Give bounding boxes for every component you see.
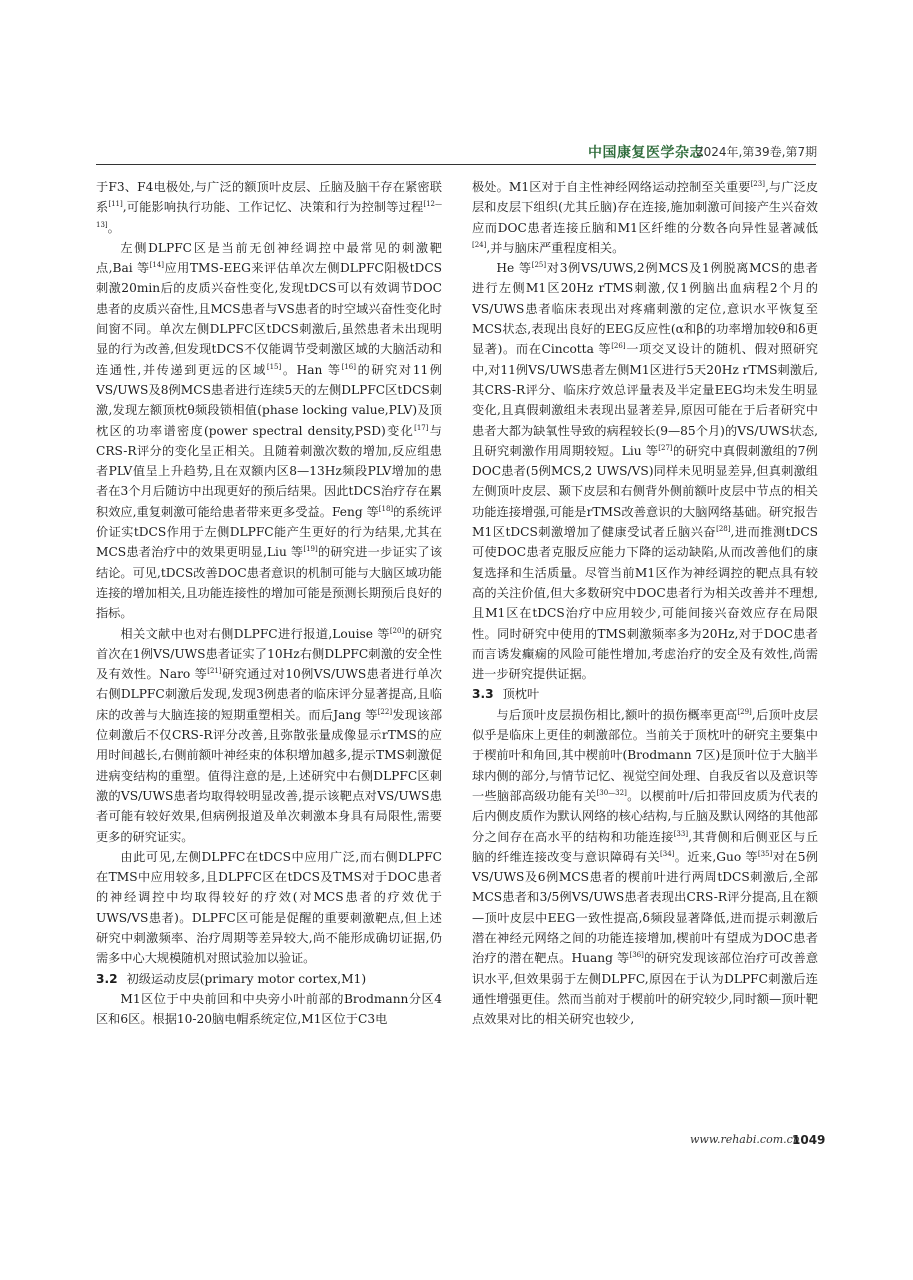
citation: [16]: [341, 362, 356, 371]
citation: [35]: [757, 849, 773, 858]
citation: [24]: [472, 240, 487, 249]
citation: [20]: [389, 626, 405, 635]
citation: [33]: [673, 829, 689, 838]
citation: [17]: [414, 423, 429, 432]
citation: [15]: [266, 362, 282, 371]
citation: [19]: [303, 545, 318, 554]
citation: [27]: [658, 443, 673, 452]
right-column: [472, 177, 818, 1029]
citation: [28]: [716, 524, 731, 533]
citation: [26]: [611, 342, 626, 351]
paragraph: 于F3、F4电极处,与广泛的额顶叶皮层、丘脑及脑干存在紧密联系[11],可能影响执行功能、工作记忆、决策和行为控制等过程[12—13]。: [96, 180, 443, 235]
section-number: 3.2: [96, 971, 118, 986]
citation: [11]: [108, 200, 123, 209]
citation: [25]: [531, 261, 547, 270]
section-title: 初级运动皮层(primary motor cortex,M1): [126, 971, 367, 986]
citation: [34]: [660, 849, 675, 858]
page-header: [0, 142, 913, 162]
paragraph: 与后顶叶皮层损伤相比,额叶的损伤概率更高[29],后顶叶皮层似乎是临床上更佳的刺激部位。当前关于顶枕叶的研究主要集中于楔前叶和角回,其中楔前叶(Brodmann 7区)是顶叶位于大脑半球内侧的部分,与情节记忆、视觉空间处理、自我反省以及意识等一些脑部高级功能有关[30—32]。以楔前叶/后扣带回皮质为代表的后内侧皮质作为默认网络的核心结构,与丘脑及默认网络的其他部分之间存在高水平的结构和功能连接[33],其背侧和后侧亚区与丘脑的纤维连接改变与意识障碍有关[34]。近来,Guo 等[35]对在5例VS/UWS及6例MCS患者的楔前叶进行两周tDCS刺激后,全部MCS患者和3/5例VS/UWS患者表现出CRS-R评分提高,且在额—顶叶皮层中EEG一致性提高,δ频段显著降低,进而提示刺激后潜在神经元网络之间的功能连接增加,楔前叶有望成为DOC患者治疗的潜在靶点。Huang 等[36]的研究发现该部位治疗可改善意识水平,但效果弱于左侧DLPFC,原因在于认为DLPFC刺激后连通性增强更佳。然而当前对于楔前叶的研究较少,同时额—顶叶靶点效果对比的相关研究也较少,: [472, 707, 819, 1027]
paragraph: M1区位于中央前回和中央旁小叶前部的Brodmann分区4区和6区。根据10-20脑电帽系统定位,M1区位于C3电: [96, 991, 442, 1027]
paragraph: 相关文献中也对右侧DLPFC进行报道,Louise 等[20]的研究首次在1例VS/UWS患者证实了10Hz右侧DLPFC刺激的安全性及有效性。Naro 等[21]研究通过对10例VS/UWS患者进行单次右侧DLPFC刺激后发现,发现3例患者的临床评分显著提高,且临床的改善与大脑连接的短期重塑相关。而后Jang 等[22]发现该部位刺激后不仅CRS-R评分改善,且弥散张量成像显示rTMS的应用时间越长,右侧前额叶神经束的体积增加越多,提示TMS刺激促进病变结构的重塑。值得注意的是,上述研究中右侧DLPFC区刺激的VS/UWS患者均取得较明显改善,提示该靶点对VS/UWS患者可能有较好效果,但病例报道及单次刺激本身具有局限性,需要更多的研究证实。: [96, 626, 443, 844]
citation: [23]: [750, 179, 765, 188]
citation: [21]: [207, 667, 222, 676]
paragraph: 极处。M1区对于自主性神经网络运动控制至关重要[23],与广泛皮层和皮层下组织(尤其丘脑)存在连接,施加刺激可间接产生兴奋效应而DOC患者连接丘脑和M1区纤维的分数各向异性显著减低[24],并与脑床严重程度相关。: [472, 179, 819, 255]
page-number: 1049: [792, 1133, 826, 1147]
section-heading: [472, 684, 818, 704]
page-footer: [0, 1133, 913, 1153]
citation: [14]: [149, 261, 165, 270]
journal-url[interactable]: www.rehabi.com.cn: [690, 1133, 800, 1146]
left-column: [96, 177, 442, 1029]
citation: [18]: [378, 504, 394, 513]
citation: [12—13]: [96, 200, 443, 229]
section-title: 顶枕叶: [502, 687, 540, 702]
paragraph: 左侧DLPFC区是当前无创神经调控中最常见的刺激靶点,Bai 等[14]应用TMS-EEG来评估单次左侧DLPFC阳极tDCS刺激20min后的皮质兴奋性变化,发现tDCS可以有效调节DOC患者的皮质兴奋性,且MCS患者与VS患者的时空域兴奋性变化时间窗不同。单次左侧DLPFC区tDCS刺激后,虽然患者未出现明显的行为改善,但发现tDCS不仅能调节受刺激区域的大脑活动和连通性,并传递到更远的区域[15]。Han 等[16]的研究对11例VS/UWS及8例MCS患者进行连续5天的左侧DLPFC区tDCS刺激,发现左额顶枕θ频段锁相值(phase locking value,PLV)及顶枕区的功率谱密度(power spectral density,PSD)变化[17]与CRS-R评分的变化呈正相关。且随着刺激次数的增加,反应组患者PLV值呈上升趋势,且在双额内区8—13Hz频段PLV增加的患者在3个月后随访中出现更好的预后结果。因此tDCS治疗存在累积效应,重复刺激可能给患者带来更多受益。Feng 等[18]的系统评价证实tDCS作用于左侧DLPFC能产生更好的行为结果,尤其在MCS患者治疗中的效果更明显,Liu 等[19]的研究进一步证实了该结论。可见,tDCS改善DOC患者意识的机制可能与大脑区域功能连接的增加相关,且功能连接性的增加可能是预测长期预后良好的指标。: [96, 240, 443, 621]
citation: [30—32]: [596, 788, 627, 797]
section-number: 3.3: [472, 687, 494, 702]
header-rule: [96, 164, 816, 165]
paragraph: He 等[25]对3例VS/UWS,2例MCS及1例脱离MCS的患者进行左侧M1区20Hz rTMS刺激,仅1例脑出血病程2个月的VS/UWS患者临床表现出对疼痛刺激的定位,意识水平恢复至MCS状态,表现出良好的EEG反应性(α和β的功率增加较θ和δ更显著)。而在Cincotta 等[26]一项交叉设计的随机、假对照研究中,对11例VS/UWS患者左侧M1区进行5天20Hz rTMS刺激后,其CRS-R评分、临床疗效总评量表及半定量EEG均未发生明显变化,且真假刺激组未表现出显著差异,原因可能在于后者研究中患者大都为缺氧性导致的病程较长(9—85个月)的VS/UWS状态,且研究刺激作用周期较短。Liu 等[27]的研究中真假刺激组的7例DOC患者(5例MCS,2 UWS/VS)同样未见明显差异,但真刺激组左侧顶叶皮层、颞下皮层和右侧背外侧前额叶皮层中节点的相关功能连接增强,可能是rTMS改善意识的大脑网络基础。研究报告M1区tDCS刺激增加了健康受试者丘脑兴奋[28],进而推测tDCS可使DOC患者克服反应能力下降的运动缺陷,从而改善他们的康复选择和生活质量。尽管当前M1区作为神经调控的靶点具有较高的关注价值,但大多数研究中DOC患者行为相关改善并不理想,且M1区在tDCS治疗中应用较少,可能间接兴奋效应存在局限性。同时研究中使用的TMS刺激频率多为20Hz,对于DOC患者而言诱发癫痫的风险可能性增加,考虑治疗的安全及有效性,尚需进一步研究提供证据。: [472, 261, 819, 682]
section-heading: [96, 969, 442, 989]
citation: [22]: [377, 707, 393, 716]
paragraph: 由此可见,左侧DLPFC在tDCS中应用广泛,而右侧DLPFC在TMS中应用较多,且DLPFC区在tDCS及TMS对于DOC患者的神经调控中均取得较好的疗效(对MCS患者的疗效优于UWS/VS患者)。DLPFC区可能是促醒的重要刺激靶点,但上述研究中刺激频率、治疗周期等差异较大,尚不能形成确切证据,仍需多中心大规模随机对照试验加以验证。: [96, 849, 442, 966]
citation: [36]: [629, 951, 644, 960]
journal-name: 中国康复医学杂志: [588, 145, 704, 161]
citation: [29]: [737, 707, 752, 716]
issue-info: 2024年,第39卷,第7期: [696, 145, 818, 159]
